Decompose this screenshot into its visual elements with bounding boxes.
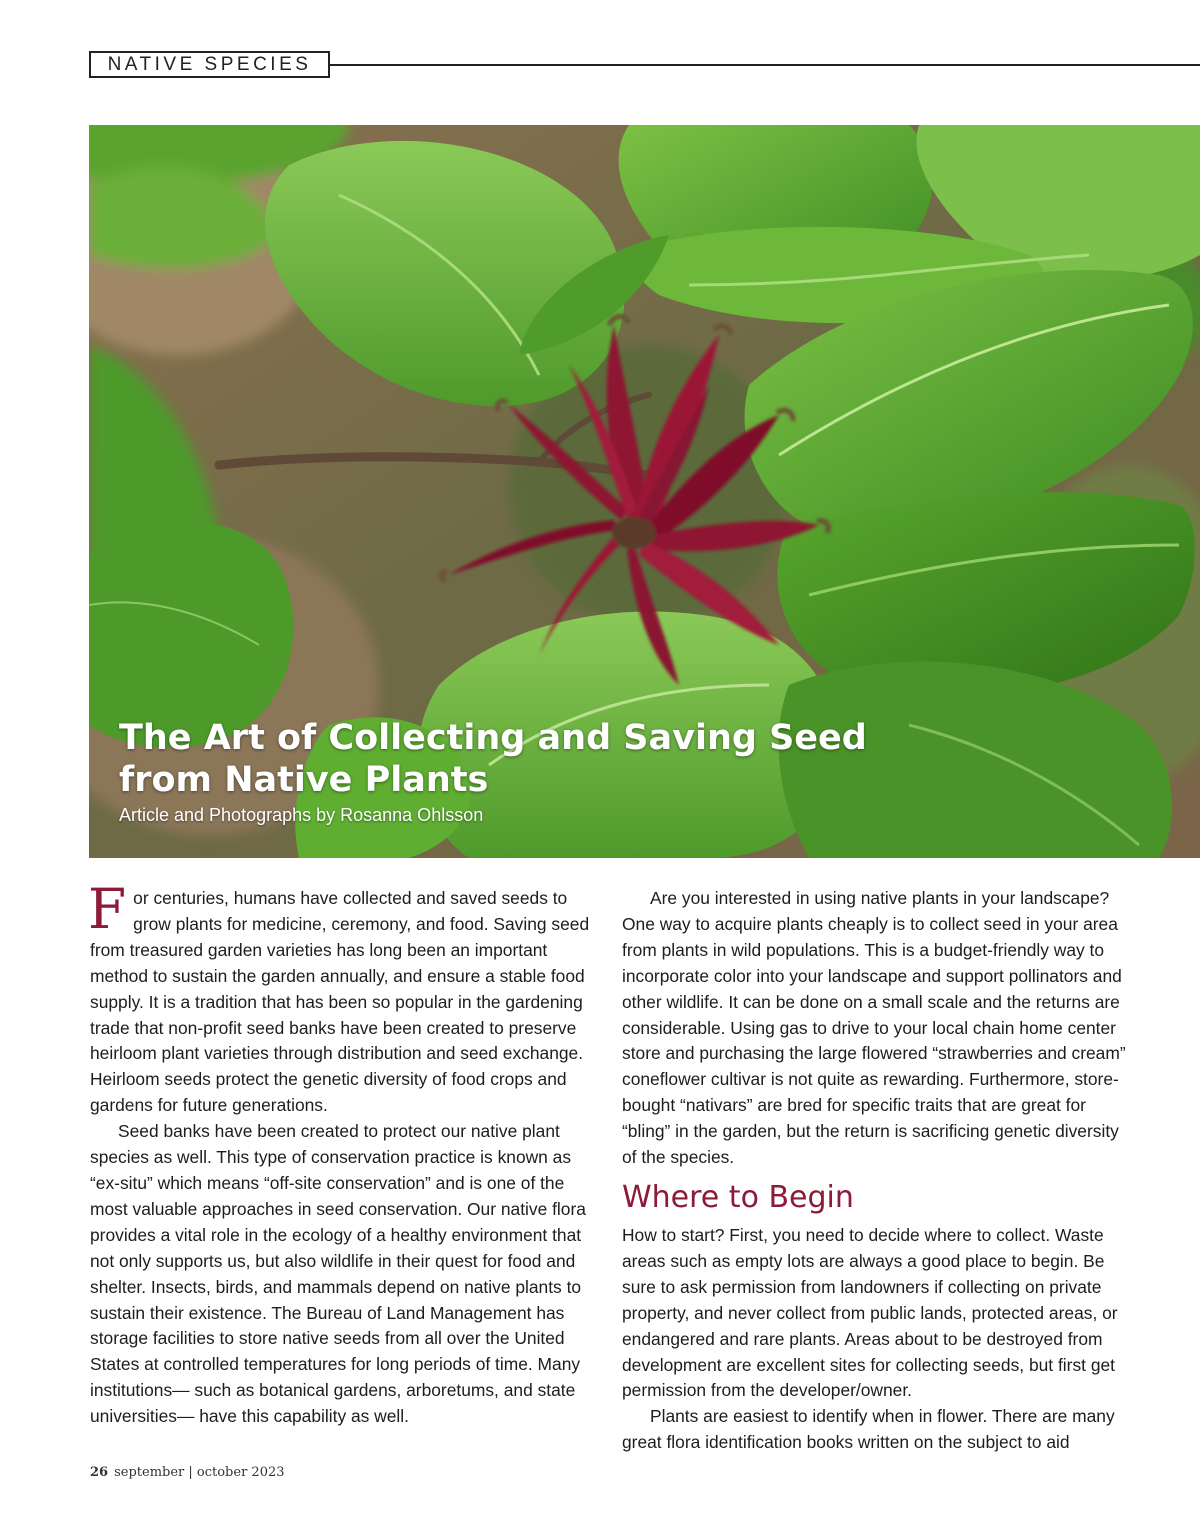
subhead-where-to-begin: Where to Begin [622, 1179, 854, 1215]
page-number: 26 [90, 1465, 109, 1480]
paragraph-how-to-start: How to start? First, you need to decide where to collect. Waste areas such as empty lots are always a good place to begin. Be sure to ask permission from landowners if collecting on private property, and never collect from public lands, protected areas, or endangered and rare plants. Areas about to be destroyed from development are excellent sites for collecting seeds, but first get permission from the developer/owner. [622, 1224, 1118, 1401]
paragraph-intro-text: or centuries, humans have collected and saved seeds to grow plants for medicine, ceremony, and food. Saving seed from treasured garden varieties has long been an important method to sustain the garden annually, and ensure a stable food supply. It is a tradition that has been so popular in the gardening trade that non-profit seed banks have been created to preserve heirloom plant varieties through distribution and seed exchange. Heirloom seeds protect the genetic diversity of food crops and gardens for future generations. [90, 888, 590, 1116]
byline: Article and Photographs by Rosanna Ohlsson [119, 805, 484, 825]
paragraph-intro [88, 877, 600, 1119]
article-title: The Art of Collecting and Saving Seed from Native Plants [119, 718, 867, 800]
paragraph-seed-banks: Seed banks have been created to protect our native plant species as well. This type of conservation practice is known as “ex-situ” which means “off-site conservation” and is one of the most valuable approaches in seed conservation. Our native flora provides a vital role in the ecology of a healthy environment that not only supports us, but also wildlife in their quest for food and shelter. Insects, birds, and mammals depend on native plants to sustain their existence. The Bureau of Land Management has storage facilities to store native seeds from all over the United States at controlled temperatures for long periods of time. Many institutions— such as botanical gardens, arboretums, and state universities— have this capability as well. [90, 1121, 586, 1427]
paragraph-identify: Plants are easiest to identify when in flower. There are many great flora identification books written on the subject to aid [622, 1406, 1115, 1453]
paragraph-native-landscape: Are you interested in using native plants in your landscape? One way to acquire plants cheaply is to collect seed in your area from plants in wild populations. This is a budget-friendly way to incorporate color into your landscape and support pollinators and other wildlife. It can be done on a small scale and the returns are considerable. Using gas to drive to your local chain home center store and purchasing the large flowered “strawberries and cream” coneflower cultivar is not quite as rewarding. Furthermore, store-bought “nativars” are bred for specific traits that are great for “bling” in the garden, but the return is sacrificing genetic diversity of the species. [622, 888, 1126, 1168]
left-column [88, 877, 600, 1430]
drop-cap: F [88, 877, 127, 941]
issue-date: september | october 2023 [114, 1465, 285, 1480]
page-footer [90, 1465, 285, 1480]
hero-photo [89, 125, 1200, 858]
right-column [622, 886, 1130, 1456]
section-label: NATIVE SPECIES [89, 51, 330, 78]
section-rule [330, 64, 1200, 66]
